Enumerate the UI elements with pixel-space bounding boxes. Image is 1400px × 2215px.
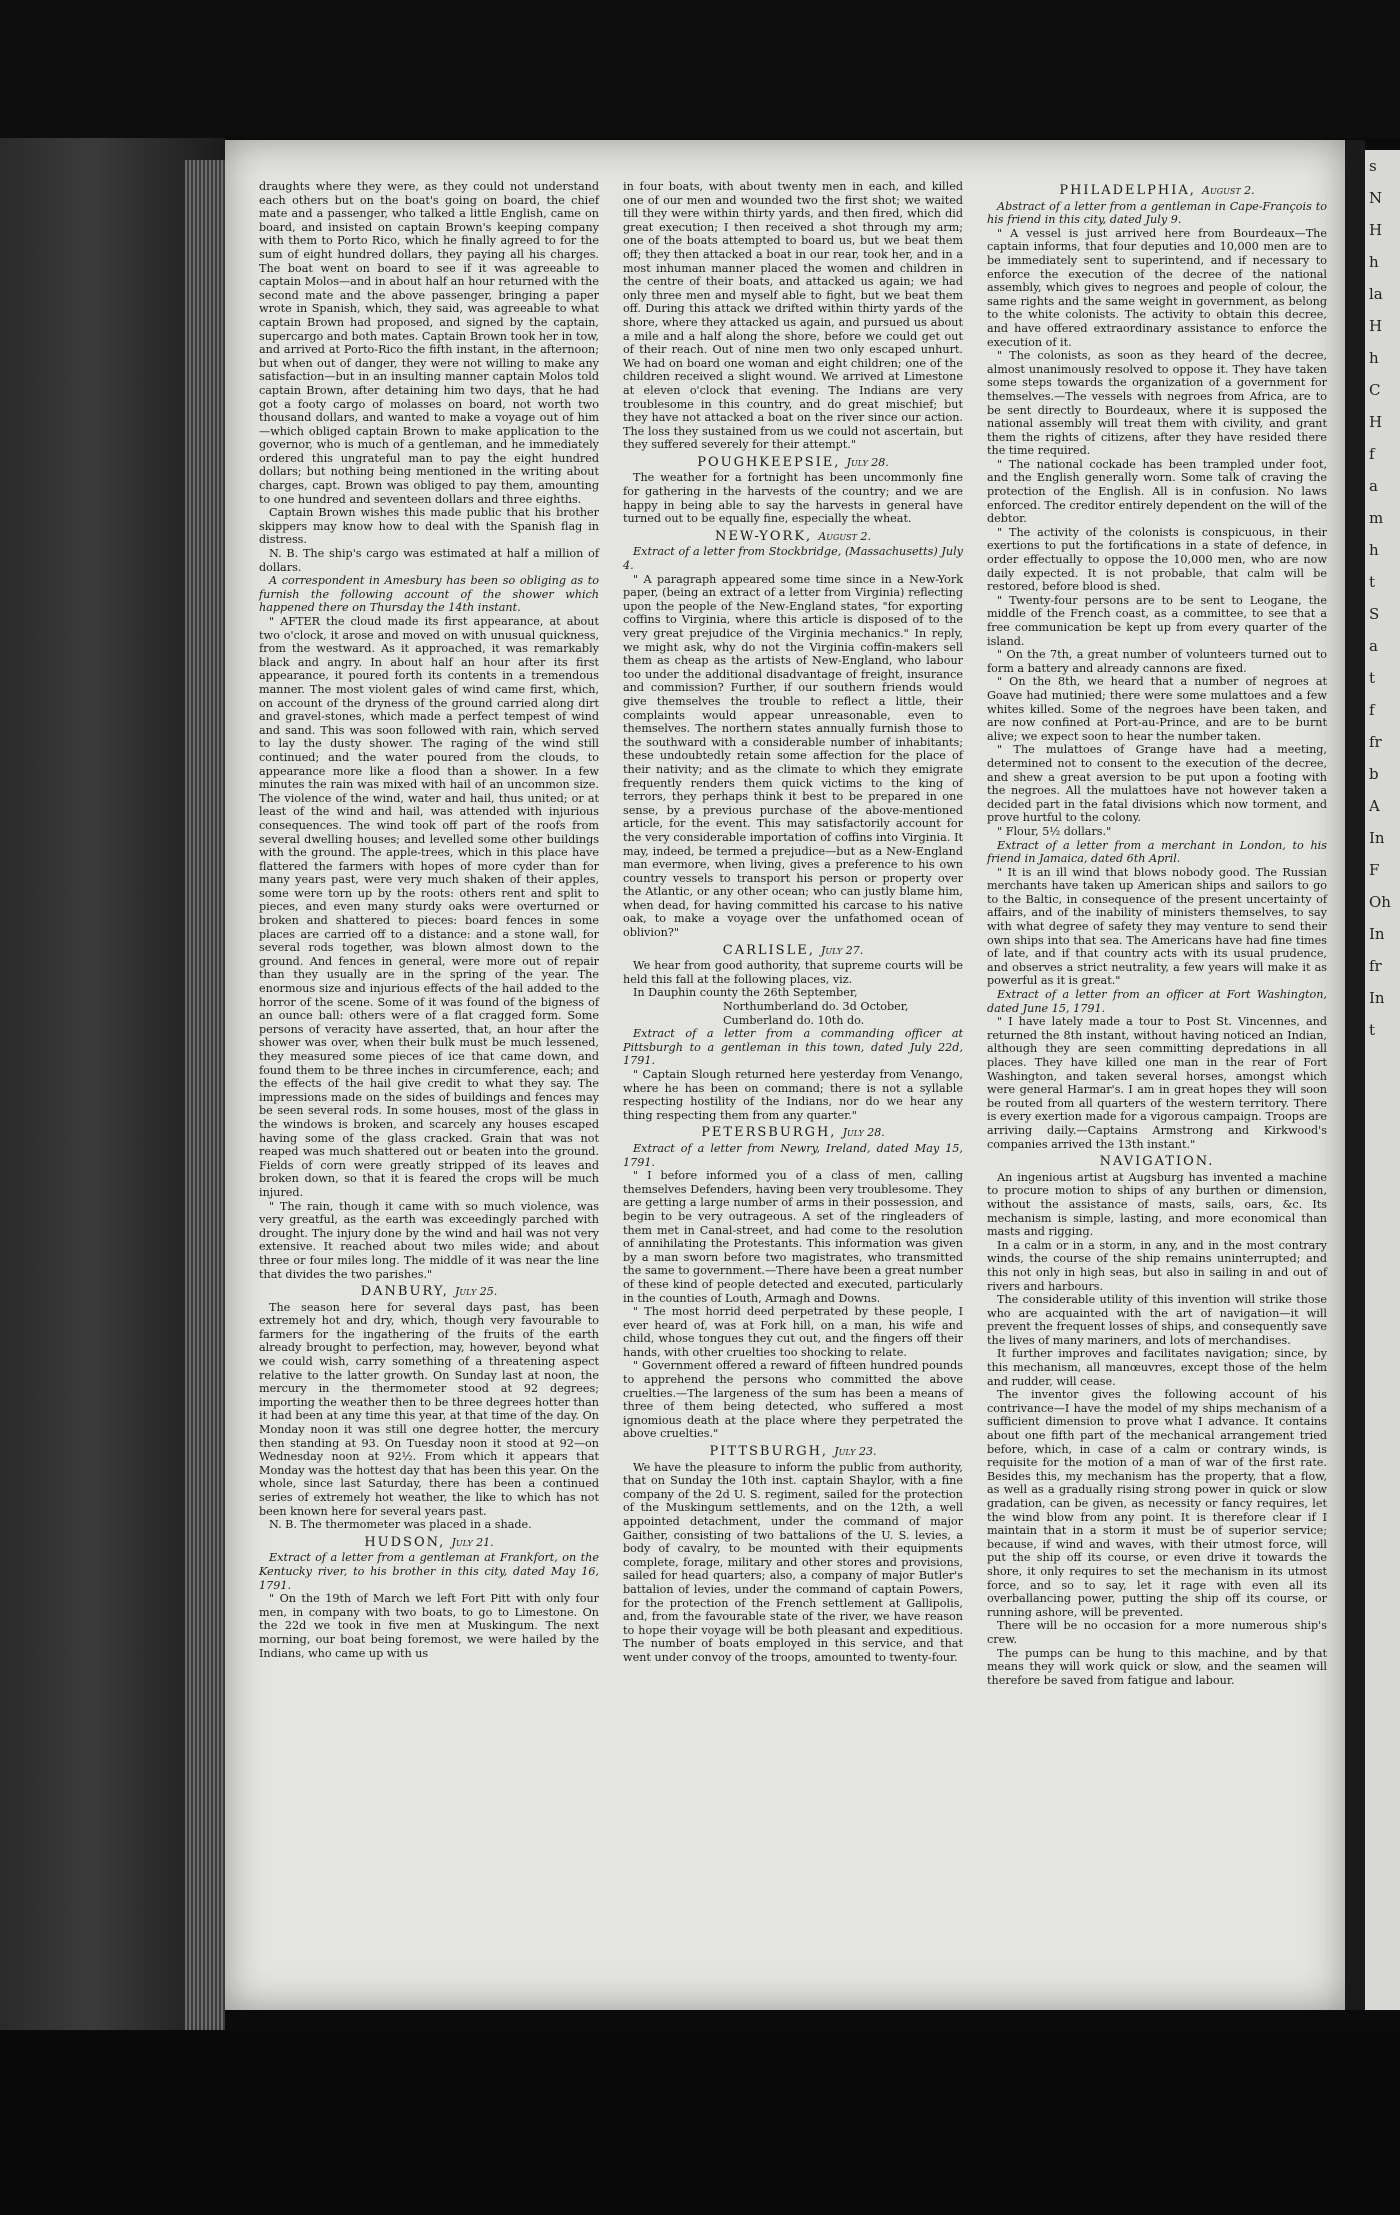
- dateline-place: PITTSBURGH,: [709, 1444, 829, 1460]
- facing-page-letter: C: [1369, 381, 1381, 399]
- dateline-date: July 28.: [842, 1126, 885, 1140]
- dateline-place: HUDSON,: [364, 1534, 446, 1550]
- facing-page-letter: t: [1369, 573, 1376, 591]
- scanner-bottom-border: [0, 2030, 1400, 2215]
- dateline-date: July 27.: [820, 943, 864, 957]
- article-paragraph: The considerable utility of this invention will strike those who are acquainted with the art of navigation—it will prevent the frequent losses of ships, and consequently save the lives of many mariners, and lots of merchandises.: [987, 1293, 1327, 1347]
- dateline-heading: [623, 944, 963, 958]
- extract-heading: Extract of a letter from Stockbridge, (Massachusetts) July 4.: [623, 545, 963, 573]
- facing-page-letter: a: [1369, 477, 1378, 495]
- dateline-heading: [623, 456, 963, 470]
- facing-page-letter: fr: [1369, 957, 1382, 975]
- article-paragraph: " It is an ill wind that blows nobody good. The Russian merchants have taken up American ships and sailors to go to the Baltic, in consequence of the present uncertainty of affairs, and of the inability of ministers themselves, to say with what degree of safety they may venture to send their own ships into that sea. The Americans have had fine times of late, and if that country acts with its usual prudence, and observes a strict neutrality, a few years will make it as powerful as it is great.": [987, 865, 1327, 988]
- facing-page-letter: m: [1369, 509, 1384, 527]
- court-schedule-line: Cumberland do. 10th do.: [723, 1013, 865, 1027]
- facing-page-letter: H: [1369, 221, 1383, 239]
- article-paragraph: The weather for a fortnight has been uncommonly fine for gathering in the harvests of the country; and we are happy in being able to say the harvests in general have turned out to be equally fine, especially the wheat.: [623, 471, 963, 526]
- article-paragraph: " Government offered a reward of fifteen hundred pounds to apprehend the persons who committed the above cruelties.—The largeness of the sum has been a means of three of them being detected, who suffered a most ignomious death at the place where they perpetrated the above cruelties.": [623, 1359, 963, 1441]
- column-1: [259, 180, 599, 1660]
- facing-page-letter: N: [1369, 189, 1383, 207]
- dateline-place: PHILADELPHIA,: [1059, 183, 1196, 198]
- article-paragraph: " A paragraph appeared some time since in a New-York paper, (being an extract of a letter from Virginia) reflecting upon the people of the New-England states, "for exporting coffins to Virginia, where this article is disposed of to the very great prejudice of the Virginia mechanics." In reply, we might ask, why do not the Virginia coffin-makers sell them as cheap as the artists of New-England, who labour too under the additional disadvantage of freight, insurance and commission? Further, if our southern friends would give themselves the trouble to reflect a little, their complaints would appear unreasonable, even to themselves. The northern states annually furnish those to the southward with a considerable number of inhabitants; these undoubtedly retain some affection for the place of their nativity; and as the climate to which they emigrate frequently renders them quick victims to the king of terrors, they perhaps think it best to be prepared in one sense, by a previous purchase of the above-mentioned article, for the event. This may satisfactorily account for the very considerable importation of coffins into Virginia. It may, indeed, be termed a prejudice—but as a New-England man evermore, when living, gives a preference to his own country vessels to transport his person or property over the Atlantic, or any other ocean; who can justly blame him, when dead, for having committed his carcase to his native oak, to make a voyage over the unfathomed ocean of oblivion?": [623, 572, 963, 940]
- article-paragraph: in four boats, with about twenty men in each, and killed one of our men and wounded two the first shot; we waited till they were within thirty yards, and then fired, which did great execution; I then received a shot through my arm; one of the boats attempted to board us, but we beat them off; they then attacked a boat in our rear, took her, and in a most inhuman manner placed the women and children in the centre of their boats, and attacked us again; we had only three men and myself able to fight, but we beat them off. During this attack we drifted within thirty yards of the shore, where they attacked us again, and pursued us about a mile and a half along the shore, before we could get out of their reach. Out of nine men two only escaped unhurt. We had on board one woman and eight children; one of the children received a slight wound. We arrived at Limestone at eleven o'clock that evening. The Indians are very troublesome in this country, and do great mischief; but they have not attacked a boat on the river since our action. The loss they sustained from us we could not ascertain, but they suffered severely for their attempt.": [623, 180, 963, 452]
- facing-page-letter: t: [1369, 1021, 1376, 1039]
- dateline-place: DANBURY,: [360, 1284, 449, 1300]
- facing-page-letter: fr: [1369, 733, 1382, 751]
- extract-heading: A correspondent in Amesbury has been so obliging as to furnish the following account of the shower which happened there on Thursday the 14th instant.: [259, 574, 599, 615]
- article-paragraph: " On the 19th of March we left Fort Pitt with only four men, in company with two boats, to go to Limestone. On the 22d we took in five men at Muskingum. The next morning, our boat being foremost, we were hailed by the Indians, who came up with us: [259, 1592, 599, 1660]
- extract-heading: Extract of a letter from a commanding officer at Pittsburgh to a gentleman in this town, dated July 22d, 1791.: [623, 1027, 963, 1068]
- facing-page-letter: A: [1369, 797, 1380, 815]
- dateline-place: NEW-YORK,: [715, 528, 813, 544]
- facing-page-letter: h: [1369, 541, 1379, 559]
- column-2: [623, 180, 963, 1665]
- section-heading: NAVIGATION.: [1099, 1154, 1215, 1170]
- dateline-place: CARLISLE,: [722, 942, 815, 958]
- article-paragraph: We hear from good authority, that supreme courts will be held this fall at the following places, viz.: [623, 959, 963, 986]
- article-paragraph: " Flour, 5½ dollars.": [997, 824, 1112, 838]
- extract-heading: Extract of a letter from an officer at Fort Washington, dated June 15, 1791.: [987, 988, 1327, 1015]
- dateline-date: July 23.: [834, 1445, 877, 1459]
- article-paragraph: draughts where they were, as they could not understand each others but on the boat's going on board, the chief mate and a passenger, who talked a little English, came on board, and insisted on captain Brown's keeping company with them to Porto Rico, which he finally agreed to for the sum of eight hundred dollars, they paying all his charges. The boat went on board to see if it was agreeable to captain Molos—and in about half an hour returned with the second mate and the above passenger, bringing a paper wrote in Spanish, which, they said, was agreeable to what captain Brown had proposed, and signed by the captain, supercargo and both mates. Captain Brown took her in tow, and arrived at Porto-Rico the fifth instant, in the afternoon; but when out of danger, they were not willing to make any satisfaction—but in an insulting manner captain Molos told captain Brown, after detaining him two days, that he had got a footy cargo of molasses on board, not worth two thousand dollars, and wanted to make a voyage out of him—which obliged captain Brown to make application to the governor, who is much of a gentleman, and he immediately ordered this ungrateful man to pay the eight hundred dollars; but nothing being mentioned in the writing about charges, capt. Brown was obliged to pay them, amounting to one hundred and seventeen dollars and three eighths.: [259, 180, 599, 506]
- dateline-heading: [623, 1445, 963, 1459]
- dateline-place: PETERSBURGH,: [701, 1125, 837, 1141]
- facing-page-letter: f: [1369, 445, 1375, 463]
- extract-heading: Extract of a letter from a gentleman at Frankfort, on the Kentucky river, to his brother in this city, dated May 16, 1791.: [259, 1551, 599, 1592]
- facing-page-letter: h: [1369, 349, 1379, 367]
- facing-page-letter: In: [1369, 925, 1385, 943]
- article-paragraph: " On the 7th, a great number of volunteers turned out to form a battery and already cannons are fixed.: [987, 648, 1327, 675]
- dateline-heading: [259, 1285, 599, 1299]
- extract-heading: Abstract of a letter from a gentleman in Cape-François to his friend in this city, dated July 9.: [987, 199, 1327, 227]
- facing-page-letter: In: [1369, 989, 1385, 1007]
- article-paragraph: " Captain Slough returned here yesterday from Venango, where he has been on command; there is not a syllable respecting hostility of the Indians, nor do we hear any thing respecting them from any quarter.": [623, 1068, 963, 1122]
- dateline-heading: [259, 1536, 599, 1550]
- dateline-heading: [987, 184, 1327, 198]
- newspaper-page: [225, 140, 1345, 2010]
- facing-page-letter: H: [1369, 413, 1383, 431]
- extract-heading: Extract of a letter from a merchant in London, to his friend in Jamaica, dated 6th April.: [987, 838, 1327, 866]
- article-paragraph: N. B. The ship's cargo was estimated at half a million of dollars.: [259, 547, 599, 574]
- article-paragraph: " On the 8th, we heard that a number of negroes at Goave had mutinied; there were some mulattoes and a few whites killed. Some of the negroes have been taken, and are now confined at Port-au-Prince, and are to be burnt alive; we expect soon to hear the number taken.: [987, 675, 1327, 743]
- dateline-heading: [623, 1126, 963, 1140]
- article-paragraph: " A vessel is just arrived here from Bourdeaux—The captain informs, that four deputies and 10,000 men are to be immediately sent to superintend, and if necessary to enforce the execution of the decree of the national assembly, which gives to negroes and people of colour, the same rights and the same weight in government, as belong to the white colonists. The activity to obtain this decree, and have offered extraordinary assistance to enforce the execution of it.: [987, 226, 1327, 349]
- dateline-place: POUGHKEEPSIE,: [697, 454, 841, 470]
- facing-page-letter: F: [1369, 861, 1380, 879]
- facing-page-letter: h: [1369, 253, 1379, 271]
- page-stack-edge: [185, 160, 225, 2040]
- column-3: [987, 180, 1327, 1687]
- dateline-date: July 25.: [455, 1285, 498, 1299]
- article-paragraph: N. B. The thermometer was placed in a shade.: [269, 1518, 532, 1532]
- dateline-heading: [623, 530, 963, 544]
- article-paragraph: " I before informed you of a class of men, calling themselves Defenders, having been very troublesome. They are getting a large number of arms in their possession, and begin to be very outrageous. A set of the ringleaders of them met in Canal-street, and had come to the resolution of annihilating the Protestants. This information was given by a man sworn before two magistrates, who transmitted the same to government.—There have been a great number of these kind of people detected and executed, particularly in the counties of Louth, Armagh and Downs.: [623, 1169, 963, 1305]
- dateline-date: July 28.: [846, 455, 889, 469]
- facing-page-letter: a: [1369, 637, 1378, 655]
- facing-page-letter: s: [1369, 157, 1377, 175]
- article-paragraph: " AFTER the cloud made its first appearance, at about two o'clock, it arose and moved on with unusual quickness, from the westward. As it approached, it was remarkably black and angry. In about half an hour after its first appearance, it poured forth its contents in a tremendous manner. The most violent gales of wind came first, which, on account of the dryness of the ground carried along dirt and gravel-stones, which made a perfect tempest of wind and sand. This was soon followed with rain, which served to lay the dusty shower. The raging of the wind still continued; and the water poured from the clouds, to appearance more like a flood than a shower. In a few minutes the rain was mixed with hail of an uncommon size. The violence of the wind, water and hail, thus united; or at least of the wind and hail, was attended with injurious consequences. The wind took off part of the roofs from several dwelling houses; and levelled some other buildings with the ground. The apple-trees, which in this place have flattered the farmers with hopes of more cyder than for many years past, were very much shaken of their apples, some were torn up by the roots: others rent and split to pieces, and even many sturdy oaks were overturned or broken and shattered to pieces: board fences in some places are carried off to a distance: and a stone wall, for several rods together, was blown almost down to the ground. And fences in general, were more out of repair than they usually are in the spring of the year. The enormous size and injurious effects of the hail added to the horror of the scene. Some of it was found of the bigness of an ounce ball: others were of a flat cragged form. Some persons of veracity have asserted, that, an hour after the shower was over, when their bulk must be much lessened, they measured some pieces of ice that came down, and found them to be three inches in circumference, each; and the effects of the hail give credit to what they say. The impressions made on the sides of buildings and fences may be seen several rods. In some houses, most of the glass in the windows is broken, and scarcely any houses escaped having some of the glass cracked. Grain that was not reaped was much shattered out or beaten into the ground. Fields of corn were greatly stripped of its leaves and broken down, so that it is feared the crops will be much injured.: [259, 615, 599, 1199]
- facing-page-letter: S: [1369, 605, 1380, 623]
- article-paragraph: " Twenty-four persons are to be sent to Leogane, the middle of the French coast, as a committee, to see that a free communication be kept up from every quarter of the island.: [987, 593, 1327, 648]
- article-paragraph: Captain Brown wishes this made public that his brother skippers may know how to deal with the Spanish flag in distress.: [259, 506, 599, 547]
- facing-page-letter: b: [1369, 765, 1379, 783]
- article-paragraph: In a calm or in a storm, in any, and in the most contrary winds, the course of the ship remains uninterrupted; and this not only in high seas, but also in sailing in and out of rivers and harbours.: [987, 1238, 1327, 1293]
- facing-page-letter: f: [1369, 701, 1375, 719]
- facing-page-letter: H: [1369, 317, 1383, 335]
- article-paragraph: The pumps can be hung to this machine, and by that means they will work quick or slow, and the seamen will therefore be saved from fatigue and labour.: [987, 1646, 1327, 1687]
- article-paragraph: The season here for several days past, has been extremely hot and dry, which, though very favourable to farmers for the ingathering of the fruits of the earth already brought to perfection, may, however, beyond what we could wish, carry something of a threatening aspect relative to the latter growth. On Sunday last at noon, the mercury in the thermometer stood at 92 degrees; importing the weather then to be three degrees hotter than it had been at any time this year, at that time of the day. On Monday noon it was still one degree hotter, the mercury then standing at 93. On Tuesday noon it stood at 92—on Wednesday noon at 92½. From which it appears that Monday was the hottest day that has been this year. On the whole, since last Saturday, there has been a continued series of extremely hot weather, the like to which has not been known here for several years past.: [259, 1300, 599, 1518]
- facing-page-letter: Oh: [1369, 893, 1391, 911]
- article-paragraph: " The national cockade has been trampled under foot, and the English generally worn. Some talk of craving the protection of the English. All is in confusion. No laws enforced. The creditor entirely dependent on the will of the debtor.: [987, 457, 1327, 526]
- scanner-top-border: [0, 0, 1400, 138]
- facing-page-letter: la: [1369, 285, 1383, 303]
- extract-heading: Extract of a letter from Newry, Ireland, dated May 15, 1791.: [623, 1141, 963, 1169]
- dateline-date: August 2.: [818, 529, 871, 543]
- article-paragraph: " The rain, though it came with so much violence, was very greatful, as the earth was exceedingly parched with drought. The injury done by the wind and hail was not very extensive. It reached about two miles wide; and about three or four miles long. The middle of it was near the line that divides the two parishes.": [259, 1199, 599, 1281]
- article-paragraph: It further improves and facilitates navigation; since, by this mechanism, all manœuvres, except those of the helm and rudder, will cease.: [987, 1347, 1327, 1388]
- article-paragraph: " The mulattoes of Grange have had a meeting, determined not to consent to the execution of the decree, and shew a great aversion to be put upon a footing with the negroes. All the mulattoes have not however taken a decided part in the fatal divisions which now torment, and prove hurtful to the colony.: [987, 743, 1327, 825]
- article-paragraph: " The activity of the colonists is conspicuous, in their exertions to put the fortifications in a state of defence, in order effectually to oppose the 10,000 men, who are now daily expected. It is not probable, that calm will be restored, before blood is shed.: [987, 525, 1327, 594]
- dateline-date: August 2.: [1202, 184, 1255, 197]
- facing-page-fragment: [1365, 150, 1400, 2010]
- court-schedule-line: In Dauphin county the 26th September,: [633, 986, 858, 1000]
- article-paragraph: " The most horrid deed perpetrated by these people, I ever heard of, was at Fork hill, on a man, his wife and child, whose tongues they cut out, and the fingers off their hands, with other cruelties too shocking to relate.: [623, 1305, 963, 1359]
- article-paragraph: There will be no occasion for a more numerous ship's crew.: [987, 1619, 1327, 1646]
- court-schedule-line: Northumberland do. 3d October,: [723, 1000, 909, 1014]
- article-paragraph: " I have lately made a tour to Post St. Vincennes, and returned the 8th instant, without having noticed an Indian, although they are seen committing depredations in all places. They have killed one man in the rear of Fort Washington, and taken several horses, amongst which were general Harmar's. I am in great hopes they will soon be routed from all quarters of the western territory. There is every exertion made for a vigorous campaign. Troops are arriving daily.—Captains Armstrong and Kirkwood's companies arrived the 13th instant.": [987, 1015, 1327, 1151]
- book-gutter: [1345, 140, 1365, 2010]
- article-paragraph: An ingenious artist at Augsburg has invented a machine to procure motion to ships of any burthen or dimension, without the assistance of masts, sails, oars, &c. Its mechanism is simple, lasting, and more economical than masts and rigging.: [987, 1170, 1327, 1239]
- facing-page-letter: t: [1369, 669, 1376, 687]
- article-paragraph: We have the pleasure to inform the public from authority, that on Sunday the 10th inst. captain Shaylor, with a fine company of the 2d U. S. regiment, sailed for the protection of the Muskingum settlements, and on the 12th, a well appointed detachment, under the command of major Gaither, consisting of two battalions of the U. S. levies, a body of cavalry, to be mounted with their equipments complete, forage, military and other stores and provisions, sailed for head quarters; also, a company of major Butler's battalion of levies, under the command of captain Powers, for the protection of the French settlement at Gallipolis, and, from the favourable state of the river, we have reason to hope their voyage will be both pleasant and expeditious. The number of boats employed in this service, and that went under convoy of the troops, amounted to twenty-four.: [623, 1460, 963, 1664]
- article-paragraph: " The colonists, as soon as they heard of the decree, almost unanimously resolved to oppose it. They have taken some steps towards the organization of a government for themselves.—The vessels with negroes from Africa, are to be sent directly to Bourdeaux, where it is supposed the national assembly will treat them with civility, and grant them the rights of citizens, after they have resided there the time required.: [987, 349, 1327, 458]
- article-paragraph: The inventor gives the following account of his contrivance—I have the model of my ships mechanism of a sufficient dimension to prove what I advance. It contains about one fifth part of the mechanical arrangement tried before, which, in case of a calm or contrary winds, is requisite for the motion of a man of war of the first rate. Besides this, my mechanism has the property, that a flow, as well as a gradually rising strong power in quick or slow gradation, can be given, as necessity or fancy requires, let the wind blow from any point. It is therefore clear if I maintain that in a storm it must be of superior service; because, if wind and waves, with their utmost force, will put the ship off its course, or even drive it towards the shore, it only requires to set the mechanism in its utmost force, and so to say, let it rage with even all its overballancing power, putting the ship off its course, or running ashore, will be prevented.: [987, 1388, 1327, 1619]
- dateline-date: July 21.: [451, 1535, 494, 1549]
- facing-page-letter: In: [1369, 829, 1385, 847]
